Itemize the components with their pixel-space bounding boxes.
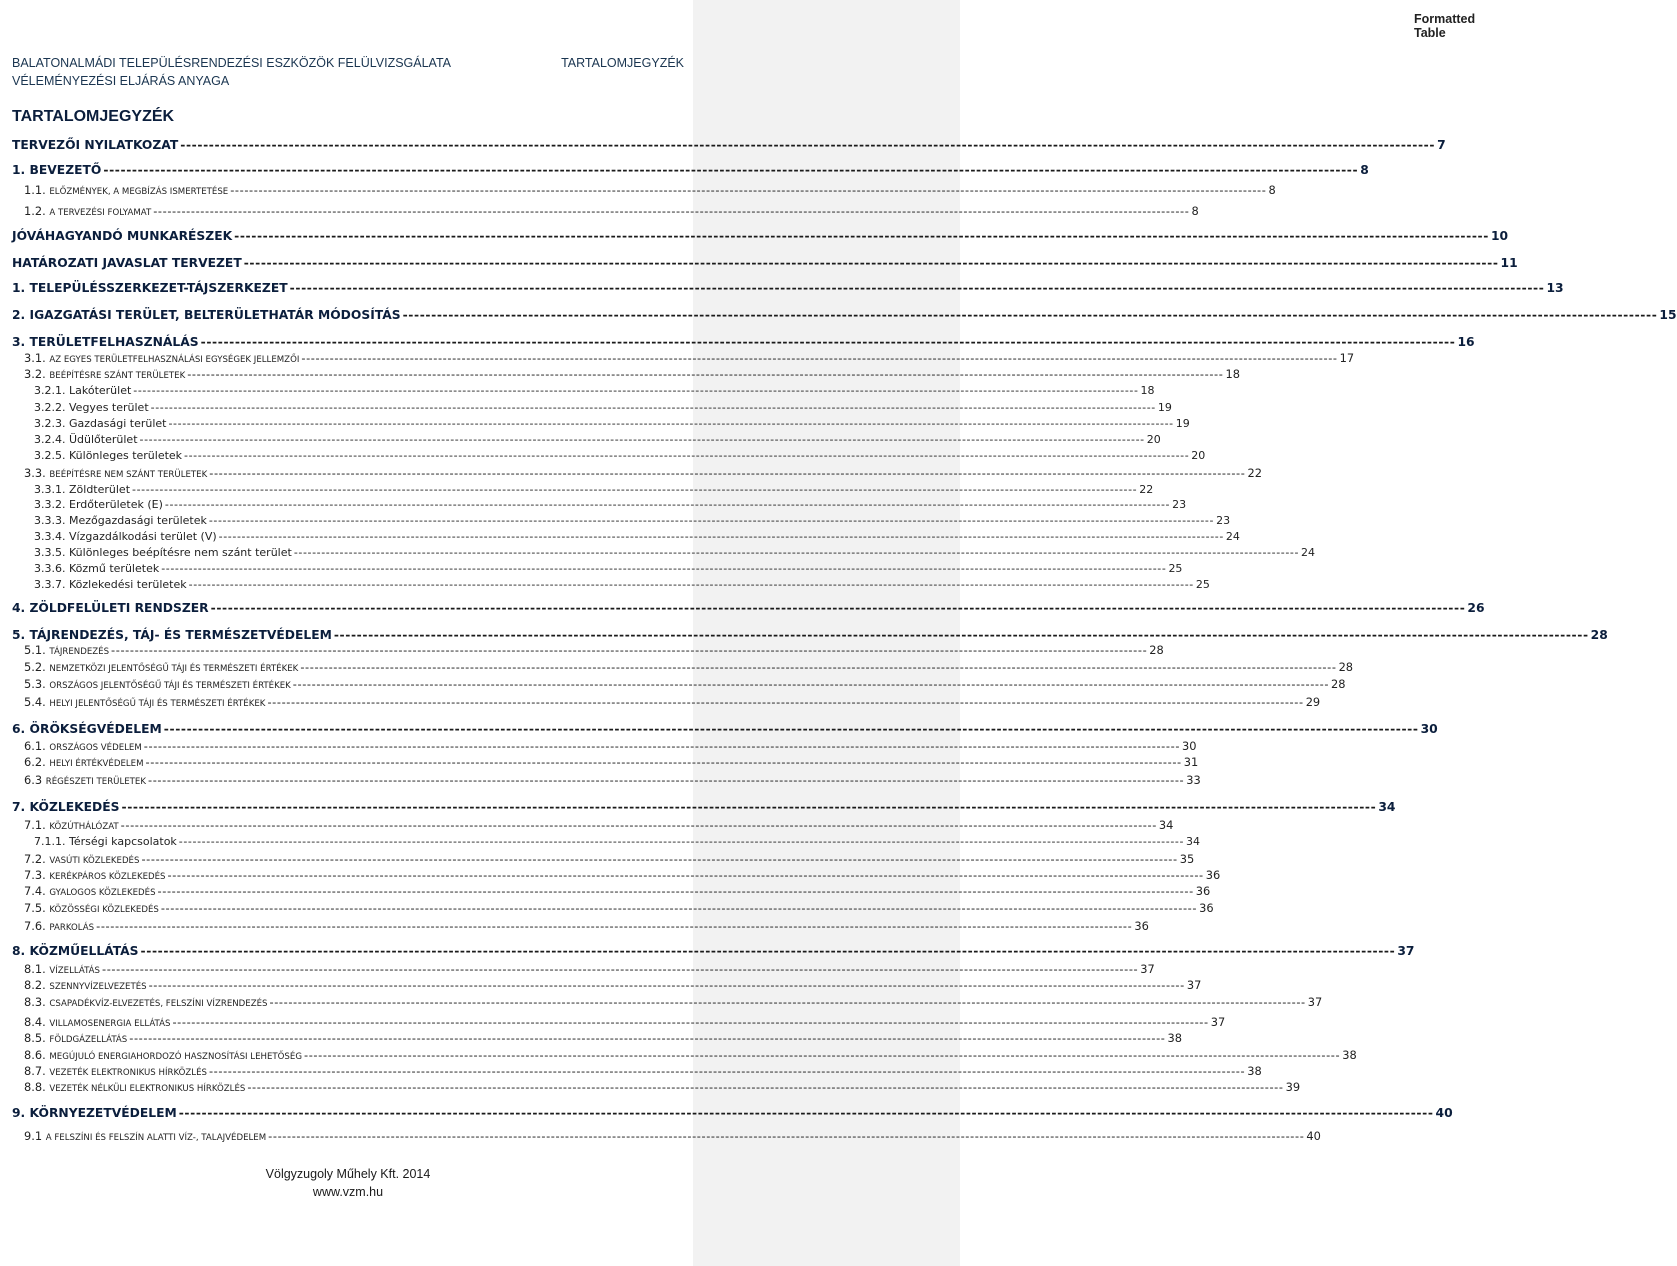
toc-page-number: 13 (1546, 281, 1564, 295)
toc-leader: ---------------------------------------------------------------------------------------------------------------------------------------------------------------------------------------------------------------------------- (234, 229, 1489, 243)
header-section-title: TARTALOMJEGYZÉK (561, 56, 684, 70)
toc-number: 1. (12, 281, 26, 295)
toc-page-number: 7 (1437, 138, 1446, 152)
toc-text: ZÖLDFELÜLETI RENDSZER (29, 601, 209, 615)
toc-number: 1.2. (24, 204, 46, 218)
toc-page-number: 37 (1140, 962, 1155, 976)
toc-number: 3.2. (24, 367, 46, 381)
toc-page-number: 22 (1139, 483, 1154, 496)
toc-leader: ---------------------------------------------------------------------------------------------------------------------------------------------------------------------------------------------------------------------------- (300, 660, 1337, 674)
toc-text: BEÉPÍTÉSRE NEM SZÁNT TERÜLETEK (49, 470, 208, 480)
toc-number: 3.3.3. (34, 514, 66, 527)
toc-text: Vegyes terület (69, 401, 149, 414)
toc-page-number: 8 (1360, 163, 1369, 177)
toc-page-number: 38 (1247, 1064, 1262, 1078)
toc-leader: ---------------------------------------------------------------------------------------------------------------------------------------------------------------------------------------------------------------------------- (208, 1064, 1246, 1078)
toc-entry[interactable] (12, 628, 1608, 642)
toc-entry[interactable] (24, 660, 1354, 674)
header-subtitle: VÉLEMÉNYEZÉSI ELJÁRÁS ANYAGA (12, 74, 230, 88)
toc-page-number: 38 (1167, 1031, 1182, 1045)
toc-leader: ---------------------------------------------------------------------------------------------------------------------------------------------------------------------------------------------------------------------------- (268, 1129, 1305, 1143)
toc-leader: ---------------------------------------------------------------------------------------------------------------------------------------------------------------------------------------------------------------------------- (102, 962, 1139, 976)
toc-page-number: 39 (1285, 1080, 1301, 1094)
toc-page-number: 33 (1186, 773, 1201, 787)
toc-number: 6. (12, 722, 26, 736)
toc-text: VÍZELLÁTÁS (49, 966, 101, 976)
toc-text: SZENNYVÍZELVEZETÉS (49, 982, 147, 992)
toc-leader: ---------------------------------------------------------------------------------------------------------------------------------------------------------------------------------------------------------------------------- (164, 498, 1171, 511)
toc-text: RÉGÉSZETI TERÜLETEK (45, 777, 147, 787)
toc-text: Üdülőterület (69, 433, 138, 446)
toc-number: 3.3.1. (34, 483, 66, 496)
toc-leader: ---------------------------------------------------------------------------------------------------------------------------------------------------------------------------------------------------------------------------- (292, 677, 1330, 691)
toc-page-number: 28 (1338, 660, 1354, 674)
toc-page-number: 36 (1205, 868, 1221, 882)
toc-entry[interactable] (12, 944, 1415, 958)
toc-page-number: 18 (1225, 367, 1240, 381)
toc-leader: ---------------------------------------------------------------------------------------------------------------------------------------------------------------------------------------------------------------------------- (243, 256, 1499, 270)
toc-leader: ---------------------------------------------------------------------------------------------------------------------------------------------------------------------------------------------------------------------------- (187, 367, 1224, 381)
toc-entry[interactable] (34, 498, 1187, 511)
toc-number: 3.2.4. (34, 433, 66, 446)
toc-leader: ---------------------------------------------------------------------------------------------------------------------------------------------------------------------------------------------------------------------------- (333, 628, 1589, 642)
toc-number: 5.2. (24, 660, 46, 674)
toc-page-number: 29 (1305, 695, 1321, 709)
toc-number: 7.3. (24, 868, 46, 882)
toc-leader: ---------------------------------------------------------------------------------------------------------------------------------------------------------------------------------------------------------------------------- (148, 773, 1185, 787)
toc-leader: ---------------------------------------------------------------------------------------------------------------------------------------------------------------------------------------------------------------------------- (160, 901, 1198, 915)
toc-leader: ---------------------------------------------------------------------------------------------------------------------------------------------------------------------------------------------------------------------------- (172, 1015, 1209, 1029)
toc-number: 9. (12, 1106, 26, 1120)
toc-page-number: 15 (1659, 308, 1677, 322)
toc-entry[interactable] (24, 978, 1202, 992)
toc-leader: ---------------------------------------------------------------------------------------------------------------------------------------------------------------------------------------------------------------------------- (150, 401, 1156, 414)
toc-entry[interactable] (24, 901, 1214, 915)
toc-number: 2. (12, 308, 26, 322)
toc-entry[interactable] (24, 1064, 1262, 1078)
toc-text: IGAZGATÁSI TERÜLET, BELTERÜLETHATÁR MÓDOSÍTÁS (29, 308, 401, 322)
toc-page-number: 34 (1186, 835, 1201, 848)
toc-entry[interactable] (24, 1129, 1321, 1143)
toc-text: TÁJRENDEZÉS (49, 647, 110, 657)
toc-leader: ---------------------------------------------------------------------------------------------------------------------------------------------------------------------------------------------------------------------------- (267, 695, 1304, 709)
toc-number: 3. (12, 335, 26, 349)
toc-entry[interactable] (34, 449, 1206, 462)
toc-number: 3.2.2. (34, 401, 66, 414)
footer-company: Völgyzugoly Műhely Kft. 2014 (265, 1167, 431, 1181)
toc-entry[interactable] (34, 483, 1154, 496)
header-project-title: BALATONALMÁDI TELEPÜLÉSRENDEZÉSI ESZKÖZÖK FELÜLVIZSGÁLATA (12, 56, 452, 70)
toc-text: Közmű területek (69, 562, 160, 575)
footer-website: www.vzm.hu (312, 1185, 384, 1199)
toc-text: BEÉPÍTÉSRE SZÁNT TERÜLETEK (49, 371, 186, 381)
toc-text: Különleges területek (69, 449, 183, 462)
toc-entry[interactable] (34, 417, 1190, 430)
toc-number: 7.4. (24, 884, 46, 898)
toc-text: GYALOGOS KÖZLEKEDÉS (49, 888, 156, 898)
toc-number: 7.2. (24, 852, 46, 866)
toc-number: 3.3.6. (34, 562, 66, 575)
toc-number: 8.3. (24, 995, 46, 1009)
toc-page-number: 23 (1216, 514, 1231, 527)
toc-leader: ---------------------------------------------------------------------------------------------------------------------------------------------------------------------------------------------------------------------------- (121, 800, 1377, 814)
toc-page-number: 8 (1191, 204, 1199, 218)
toc-text: KERÉKPÁROS KÖZLEKEDÉS (49, 872, 166, 882)
toc-number: 3.3.5. (34, 546, 66, 559)
toc-leader: ---------------------------------------------------------------------------------------------------------------------------------------------------------------------------------------------------------------------------- (301, 351, 1338, 365)
toc-entry[interactable] (12, 163, 1369, 177)
toc-number: 3.3.7. (34, 578, 66, 591)
sidebar-title: Formatted Table (1414, 12, 1476, 40)
toc-leader: ---------------------------------------------------------------------------------------------------------------------------------------------------------------------------------------------------------------------------- (111, 643, 1148, 657)
toc-leader: ---------------------------------------------------------------------------------------------------------------------------------------------------------------------------------------------------------------------------- (167, 868, 1204, 882)
toc-leader: ---------------------------------------------------------------------------------------------------------------------------------------------------------------------------------------------------------------------------- (168, 417, 1174, 430)
toc-text: VILLAMOSENERGIA ELLÁTÁS (49, 1019, 171, 1029)
toc-entry[interactable] (24, 367, 1240, 381)
toc-number: 8. (12, 944, 26, 958)
toc-entry[interactable] (24, 677, 1346, 691)
toc-text: KÖZMŰELLÁTÁS (29, 944, 139, 958)
toc-page-number: 18 (1140, 384, 1155, 397)
toc-leader: ---------------------------------------------------------------------------------------------------------------------------------------------------------------------------------------------------------------------------- (141, 852, 1178, 866)
toc-page-number: 36 (1134, 919, 1149, 933)
toc-text: A FELSZÍNI ÉS FELSZÍN ALATTI VÍZ-, TALAJVÉDELEM (45, 1133, 267, 1143)
toc-page-number: 25 (1168, 562, 1183, 575)
toc-text: PARKOLÁS (49, 923, 95, 933)
toc-number: 5.4. (24, 695, 46, 709)
toc-entry[interactable] (24, 755, 1199, 769)
toc-text: Mezőgazdasági területek (69, 514, 207, 527)
toc-text: TELEPÜLÉSSZERKEZET-TÁJSZERKEZET (29, 281, 288, 295)
toc-text: ELŐZMÉNYEK, A MEGBÍZÁS ISMERTETÉSE (49, 187, 229, 197)
toc-entry[interactable] (24, 466, 1262, 480)
toc-entry[interactable] (24, 1048, 1357, 1062)
toc-text: VEZETÉK ELEKTRONIKUS HÍRKÖZLÉS (49, 1068, 207, 1078)
toc-leader: ---------------------------------------------------------------------------------------------------------------------------------------------------------------------------------------------------------------------------- (143, 739, 1181, 753)
toc-page-number: 10 (1490, 229, 1509, 243)
toc-number: 3.3.2. (34, 498, 66, 511)
toc-page-number: 20 (1191, 449, 1206, 462)
toc-text: Zöldterület (69, 483, 131, 496)
toc-entry[interactable] (12, 722, 1438, 736)
toc-entry[interactable] (12, 256, 1518, 270)
toc-entry[interactable] (24, 884, 1211, 898)
toc-number: 1.1. (24, 183, 46, 197)
toc-leader: ---------------------------------------------------------------------------------------------------------------------------------------------------------------------------------------------------------------------------- (161, 562, 1167, 575)
toc-entry[interactable] (24, 183, 1276, 197)
toc-entry[interactable] (34, 546, 1316, 559)
toc-text: KÖRNYEZETVÉDELEM (29, 1106, 177, 1120)
toc-text: Különleges beépítésre nem szánt terület (69, 546, 292, 559)
toc-entry[interactable] (24, 351, 1355, 365)
toc-text: Térségi kapcsolatok (69, 835, 177, 848)
toc-page-number: 8 (1268, 183, 1276, 197)
toc-text: Vízgazdálkodási terület (V) (69, 530, 217, 543)
toc-number: 3.3. (24, 466, 46, 480)
toc-text: KÖZÚTHÁLÓZAT (49, 822, 119, 832)
toc-entry[interactable] (24, 962, 1155, 976)
toc-number: 7.5. (24, 901, 46, 915)
toc-leader: ---------------------------------------------------------------------------------------------------------------------------------------------------------------------------------------------------------------------------- (209, 466, 1246, 480)
toc-entry[interactable] (24, 643, 1164, 657)
toc-number: 6.3 (24, 773, 43, 787)
toc-entry[interactable] (24, 695, 1321, 709)
toc-text: Gazdasági terület (69, 417, 167, 430)
toc-text: AZ EGYES TERÜLETFELHASZNÁLÁSI EGYSÉGEK JELLEMZŐI (49, 355, 300, 365)
toc-number: 7.1. (24, 818, 46, 832)
toc-number: 3.2.1. (34, 384, 66, 397)
toc-leader: ---------------------------------------------------------------------------------------------------------------------------------------------------------------------------------------------------------------------------- (218, 530, 1224, 543)
toc-leader: ---------------------------------------------------------------------------------------------------------------------------------------------------------------------------------------------------------------------------- (247, 1080, 1284, 1094)
toc-page-number: 37 (1186, 978, 1202, 992)
toc-number: 8.4. (24, 1015, 46, 1029)
toc-page-number: 34 (1158, 818, 1174, 832)
toc-page-number: 11 (1500, 256, 1518, 270)
toc-entry[interactable] (24, 868, 1221, 882)
toc-leader: ---------------------------------------------------------------------------------------------------------------------------------------------------------------------------------------------------------------------------- (178, 835, 1185, 848)
toc-number: 8.6. (24, 1048, 46, 1062)
toc-number: 7. (12, 800, 26, 814)
toc-leader: ---------------------------------------------------------------------------------------------------------------------------------------------------------------------------------------------------------------------------- (303, 1048, 1341, 1062)
toc-text: TÁJRENDEZÉS, TÁJ- ÉS TERMÉSZETVÉDELEM (29, 628, 332, 642)
toc-page-number: 16 (1457, 335, 1475, 349)
toc-entry[interactable] (34, 835, 1201, 848)
toc-leader: ---------------------------------------------------------------------------------------------------------------------------------------------------------------------------------------------------------------------------- (200, 335, 1456, 349)
toc-text: ORSZÁGOS VÉDELEM (49, 743, 142, 753)
toc-number: 8.1. (24, 962, 46, 976)
toc-text: KÖZÖSSÉGI KÖZLEKEDÉS (49, 905, 159, 915)
toc-text: HELYI JELENTŐSÉGŰ TÁJI ÉS TERMÉSZETI ÉRTÉKEK (49, 699, 266, 709)
toc-leader: ---------------------------------------------------------------------------------------------------------------------------------------------------------------------------------------------------------------------------- (402, 308, 1658, 322)
toc-text: JÓVÁHAGYANDÓ MUNKARÉSZEK (12, 229, 233, 243)
toc-number: 7.6. (24, 919, 46, 933)
toc-number: 8.7. (24, 1064, 46, 1078)
toc-page-number: 40 (1306, 1129, 1321, 1143)
toc-entry[interactable] (12, 229, 1509, 243)
toc-number: 6.1. (24, 739, 46, 753)
toc-entry[interactable] (24, 1080, 1301, 1094)
toc-entry[interactable] (34, 514, 1231, 527)
toc-leader: ---------------------------------------------------------------------------------------------------------------------------------------------------------------------------------------------------------------------------- (157, 884, 1194, 898)
toc-page-number: 19 (1175, 417, 1190, 430)
toc-number: 8.8. (24, 1080, 46, 1094)
toc-page-number: 37 (1307, 995, 1323, 1009)
toc-page-number: 24 (1301, 546, 1316, 559)
toc-page-number: 34 (1378, 800, 1396, 814)
page-title: TARTALOMJEGYZÉK (12, 108, 175, 125)
toc-leader: ---------------------------------------------------------------------------------------------------------------------------------------------------------------------------------------------------------------------------- (230, 183, 1267, 197)
toc-number: 5.3. (24, 677, 46, 691)
toc-leader: ---------------------------------------------------------------------------------------------------------------------------------------------------------------------------------------------------------------------------- (140, 944, 1396, 958)
toc-leader: ---------------------------------------------------------------------------------------------------------------------------------------------------------------------------------------------------------------------------- (120, 818, 1157, 832)
header-line-1 (12, 56, 684, 70)
toc-text: HELYI ÉRTÉKVÉDELEM (49, 759, 144, 769)
toc-entry[interactable] (12, 138, 1446, 152)
toc-text: ÖRÖKSÉGVÉDELEM (29, 722, 162, 736)
toc-entry[interactable] (34, 384, 1155, 397)
toc-entry[interactable] (24, 773, 1201, 787)
toc-entry[interactable] (24, 818, 1174, 832)
toc-text: NEMZETKÖZI JELENTŐSÉGŰ TÁJI ÉS TERMÉSZETI ÉRTÉKEK (49, 664, 299, 674)
toc-page-number: 28 (1331, 677, 1346, 691)
toc-leader: ---------------------------------------------------------------------------------------------------------------------------------------------------------------------------------------------------------------------------- (129, 1031, 1166, 1045)
toc-page-number: 30 (1420, 722, 1438, 736)
toc-page-number: 35 (1179, 852, 1195, 866)
toc-leader: ---------------------------------------------------------------------------------------------------------------------------------------------------------------------------------------------------------------------------- (103, 163, 1359, 177)
toc-entry[interactable] (12, 1106, 1453, 1120)
toc-leader: ---------------------------------------------------------------------------------------------------------------------------------------------------------------------------------------------------------------------------- (132, 483, 1138, 496)
toc-entry[interactable] (34, 562, 1183, 575)
toc-number: 5. (12, 628, 26, 642)
header-line-2 (12, 74, 684, 88)
toc-number: 1. (12, 163, 26, 177)
toc-number: 5.1. (24, 643, 46, 657)
toc-text: Erdőterületek (E) (69, 498, 163, 511)
toc-leader: ---------------------------------------------------------------------------------------------------------------------------------------------------------------------------------------------------------------------------- (210, 601, 1466, 615)
toc-leader: ---------------------------------------------------------------------------------------------------------------------------------------------------------------------------------------------------------------------------- (178, 1106, 1434, 1120)
toc-number: 3.2.3. (34, 417, 66, 430)
toc-entry[interactable] (34, 578, 1210, 591)
toc-page-number: 40 (1435, 1106, 1453, 1120)
toc-page-number: 20 (1146, 433, 1161, 446)
toc-entry[interactable] (12, 281, 1564, 295)
toc-entry[interactable] (24, 995, 1323, 1009)
toc-leader: ---------------------------------------------------------------------------------------------------------------------------------------------------------------------------------------------------------------------------- (208, 514, 1215, 527)
toc-leader: ---------------------------------------------------------------------------------------------------------------------------------------------------------------------------------------------------------------------------- (269, 995, 1306, 1009)
toc-entry[interactable] (12, 308, 1677, 322)
toc-leader: ---------------------------------------------------------------------------------------------------------------------------------------------------------------------------------------------------------------------------- (96, 919, 1133, 933)
toc-page-number: 22 (1247, 466, 1262, 480)
toc-text: A TERVEZÉSI FOLYAMAT (49, 208, 152, 218)
toc-leader: ---------------------------------------------------------------------------------------------------------------------------------------------------------------------------------------------------------------------------- (145, 755, 1182, 769)
toc-text: Lakóterület (69, 384, 132, 397)
toc-text: TERVEZŐI NYILATKOZAT (12, 138, 179, 152)
toc-leader: ---------------------------------------------------------------------------------------------------------------------------------------------------------------------------------------------------------------------------- (293, 546, 1300, 559)
toc-page-number: 37 (1397, 944, 1415, 958)
toc-entry[interactable] (24, 919, 1149, 933)
toc-leader: ---------------------------------------------------------------------------------------------------------------------------------------------------------------------------------------------------------------------------- (184, 449, 1190, 462)
toc-page-number: 38 (1342, 1048, 1357, 1062)
toc-text: HATÁROZATI JAVASLAT TERVEZET (12, 256, 242, 270)
toc-page-number: 36 (1195, 884, 1211, 898)
toc-page-number: 24 (1225, 530, 1240, 543)
toc-page-number: 19 (1157, 401, 1172, 414)
toc-number: 6.2. (24, 755, 46, 769)
toc-page-number: 17 (1339, 351, 1355, 365)
toc-leader: ---------------------------------------------------------------------------------------------------------------------------------------------------------------------------------------------------------------------------- (133, 384, 1139, 397)
toc-page-number: 23 (1172, 498, 1187, 511)
toc-leader: ---------------------------------------------------------------------------------------------------------------------------------------------------------------------------------------------------------------------------- (148, 978, 1185, 992)
toc-leader: ---------------------------------------------------------------------------------------------------------------------------------------------------------------------------------------------------------------------------- (153, 204, 1190, 218)
toc-page-number: 26 (1467, 601, 1485, 615)
toc-text: MEGÚJULÓ ENERGIAHORDOZÓ HASZNOSÍTÁSI LEHETŐSÉG (49, 1052, 302, 1062)
toc-entry[interactable] (34, 433, 1161, 446)
toc-page-number: 28 (1590, 628, 1608, 642)
toc-number: 8.5. (24, 1031, 46, 1045)
toc-page-number: 28 (1149, 643, 1164, 657)
toc-text: Közlekedési területek (69, 578, 187, 591)
toc-text: KÖZLEKEDÉS (29, 800, 120, 814)
toc-leader: ---------------------------------------------------------------------------------------------------------------------------------------------------------------------------------------------------------------------------- (289, 281, 1545, 295)
toc-entry[interactable] (24, 1031, 1182, 1045)
toc-number: 8.2. (24, 978, 46, 992)
toc-text: VASÚTI KÖZLEKEDÉS (49, 856, 140, 866)
toc-leader: ---------------------------------------------------------------------------------------------------------------------------------------------------------------------------------------------------------------------------- (163, 722, 1419, 736)
toc-number: 7.1.1. (34, 835, 66, 848)
toc-leader: ---------------------------------------------------------------------------------------------------------------------------------------------------------------------------------------------------------------------------- (188, 578, 1194, 591)
toc-number: 9.1 (24, 1129, 43, 1143)
toc-entry[interactable] (34, 401, 1172, 414)
toc-number: 3.2.5. (34, 449, 66, 462)
toc-number: 3.1. (24, 351, 46, 365)
toc-page-number: 30 (1182, 739, 1197, 753)
toc-page-number: 37 (1210, 1015, 1226, 1029)
toc-number: 3.3.4. (34, 530, 66, 543)
toc-leader: ---------------------------------------------------------------------------------------------------------------------------------------------------------------------------------------------------------------------------- (180, 138, 1436, 152)
toc-entry[interactable] (24, 204, 1199, 218)
toc-text: FÖLDGÁZELLÁTÁS (49, 1035, 128, 1045)
toc-entry[interactable] (12, 800, 1396, 814)
toc-page-number: 25 (1195, 578, 1210, 591)
toc-entry[interactable] (12, 335, 1475, 349)
toc-text: ORSZÁGOS JELENTŐSÉGŰ TÁJI ÉS TERMÉSZETI ÉRTÉKEK (49, 681, 291, 691)
toc-text: BEVEZETŐ (29, 163, 102, 177)
toc-text: VEZETÉK NÉLKÜLI ELEKTRONIKUS HÍRKÖZLÉS (49, 1084, 246, 1094)
toc-entry[interactable] (24, 852, 1195, 866)
toc-text: TERÜLETFELHASZNÁLÁS (29, 335, 199, 349)
toc-number: 4. (12, 601, 26, 615)
toc-page-number: 31 (1183, 755, 1199, 769)
toc-entry[interactable] (24, 1015, 1226, 1029)
toc-leader: ---------------------------------------------------------------------------------------------------------------------------------------------------------------------------------------------------------------------------- (139, 433, 1145, 446)
toc-entry[interactable] (12, 601, 1485, 615)
toc-text: CSAPADÉKVÍZ-ELVEZETÉS, FELSZÍNI VÍZRENDEZÉS (49, 999, 268, 1009)
toc-entry[interactable] (34, 530, 1240, 543)
toc-page-number: 36 (1199, 901, 1214, 915)
toc-entry[interactable] (24, 739, 1197, 753)
